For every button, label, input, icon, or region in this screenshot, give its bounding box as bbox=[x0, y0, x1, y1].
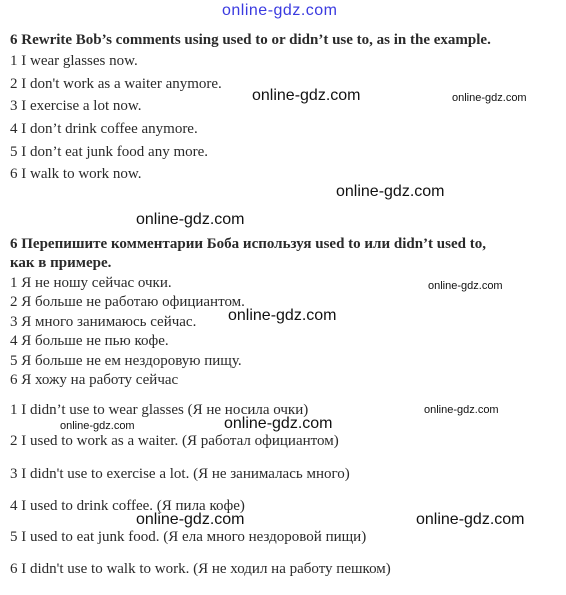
watermark: online-gdz.com bbox=[60, 420, 135, 432]
task-en-item: 6 I walk to work now. bbox=[10, 166, 142, 182]
watermark: online-gdz.com bbox=[136, 211, 245, 228]
task-ru-item: 3 Я много занимаюсь сейчас. bbox=[10, 314, 197, 330]
answer-item: 4 I used to drink coffee. (Я пила кофе) bbox=[10, 498, 245, 514]
watermark: online-gdz.com bbox=[136, 511, 245, 528]
watermark: online-gdz.com bbox=[224, 415, 333, 432]
answer-item: 2 I used to work as a waiter. (Я работал официантом) bbox=[10, 433, 339, 449]
watermark: online-gdz.com bbox=[428, 280, 503, 292]
task-ru-item: 4 Я больше не пью кофе. bbox=[10, 333, 169, 349]
answer-item: 6 I didn't use to walk to work. (Я не ходил на работу пешком) bbox=[10, 561, 391, 577]
watermark: online-gdz.com bbox=[416, 511, 525, 528]
watermark: online-gdz.com bbox=[452, 92, 527, 104]
task-ru-item: 1 Я не ношу сейчас очки. bbox=[10, 275, 172, 291]
task-en-item: 4 I don’t drink coffee anymore. bbox=[10, 121, 198, 137]
answer-item: 3 I didn't use to exercise a lot. (Я не занималась много) bbox=[10, 466, 350, 482]
task-ru-item: 5 Я больше не ем нездоровую пищу. bbox=[10, 353, 242, 369]
task-en-item: 1 I wear glasses now. bbox=[10, 53, 138, 69]
answer-item: 5 I used to eat junk food. (Я ела много нездоровой пищи) bbox=[10, 529, 367, 545]
watermark-top: online-gdz.com bbox=[222, 2, 338, 19]
watermark: online-gdz.com bbox=[228, 307, 337, 324]
task-en-item: 5 I don’t eat junk food any more. bbox=[10, 144, 209, 160]
watermark: online-gdz.com bbox=[336, 183, 445, 200]
task-ru-item: 6 Я хожу на работу сейчас bbox=[10, 372, 179, 388]
task-en-heading: 6 Rewrite Bob’s comments using used to or didn’t use to, as in the example. bbox=[10, 32, 491, 48]
answer-item: 1 I didn’t use to wear glasses (Я не носила очки) bbox=[10, 402, 309, 418]
task-ru-item: 2 Я больше не работаю официантом. bbox=[10, 294, 245, 310]
watermark: online-gdz.com bbox=[252, 87, 361, 104]
task-en-item: 3 I exercise a lot now. bbox=[10, 98, 142, 114]
watermark: online-gdz.com bbox=[424, 404, 499, 416]
task-ru-heading: 6 Перепишите комментарии Боба используя used to или didn’t used to, bbox=[10, 236, 486, 252]
task-ru-heading: как в примере. bbox=[10, 255, 112, 271]
task-en-item: 2 I don't work as a waiter anymore. bbox=[10, 76, 222, 92]
